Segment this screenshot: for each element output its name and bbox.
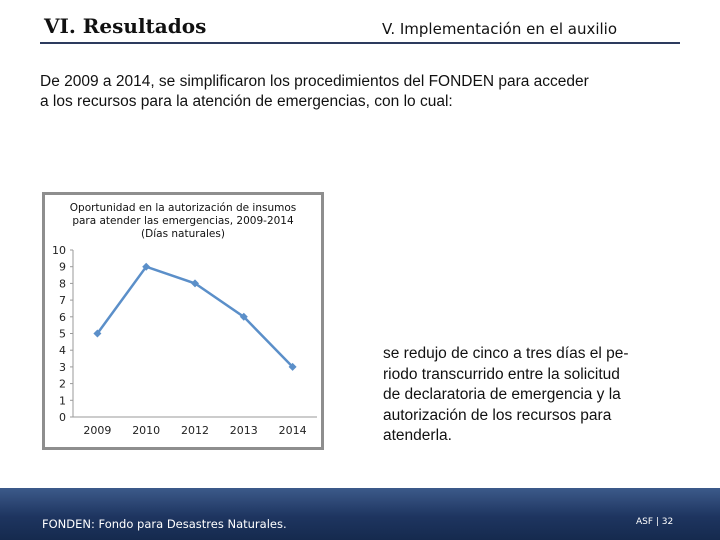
y-tick-label: 0: [59, 411, 66, 424]
chart-title-line-1: Oportunidad en la autorización de insumos: [69, 202, 297, 214]
chart-title-line-3: (Días naturales): [141, 228, 225, 240]
y-tick-label: 1: [59, 394, 66, 408]
page-number: ASF | 32: [636, 517, 674, 527]
intro-line-1: De 2009 a 2014, se simplificaron los procedimientos del FONDEN para acceder: [40, 73, 589, 90]
line-chart: [45, 195, 321, 447]
y-tick-label: 7: [59, 294, 66, 308]
intro-paragraph: [40, 72, 690, 112]
y-tick-label: 2: [59, 377, 66, 391]
y-tick-label: 5: [59, 327, 66, 341]
result-line-5: atenderla.: [383, 427, 452, 444]
result-line-2: riodo transcurrido entre la solicitud: [383, 365, 620, 383]
chart-frame: [42, 192, 324, 450]
result-line-4: autorización de los recursos para: [383, 406, 612, 424]
y-tick-label: 4: [59, 344, 66, 358]
result-line-1: se redujo de cinco a tres días el pe-: [383, 345, 629, 362]
footer-note: FONDEN: Fondo para Desastres Naturales.: [42, 517, 287, 531]
x-tick-label: 2014: [278, 424, 307, 437]
y-tick-label: 6: [59, 310, 66, 324]
header-rule: [40, 42, 680, 44]
x-tick-label: 2010: [132, 424, 161, 437]
y-tick-label: 9: [59, 260, 66, 274]
x-tick-label: 2009: [83, 424, 112, 437]
x-tick-label: 2012: [181, 424, 209, 437]
y-tick-label: 3: [59, 360, 66, 374]
y-tick-label: 8: [59, 277, 66, 291]
result-text: [383, 344, 667, 447]
subsection-title: V. Implementación en el auxilio: [382, 20, 618, 38]
chart-title-line-2: para atender las emergencias, 2009-2014: [72, 215, 294, 227]
footer-bar: [0, 488, 720, 540]
intro-line-2: a los recursos para la atención de emergencias, con lo cual:: [40, 93, 453, 110]
result-line-3: de declaratoria de emergencia y la: [383, 386, 621, 403]
y-tick-label: 10: [52, 244, 66, 257]
section-title: VI. Resultados: [44, 14, 207, 38]
x-tick-label: 2013: [229, 424, 258, 437]
